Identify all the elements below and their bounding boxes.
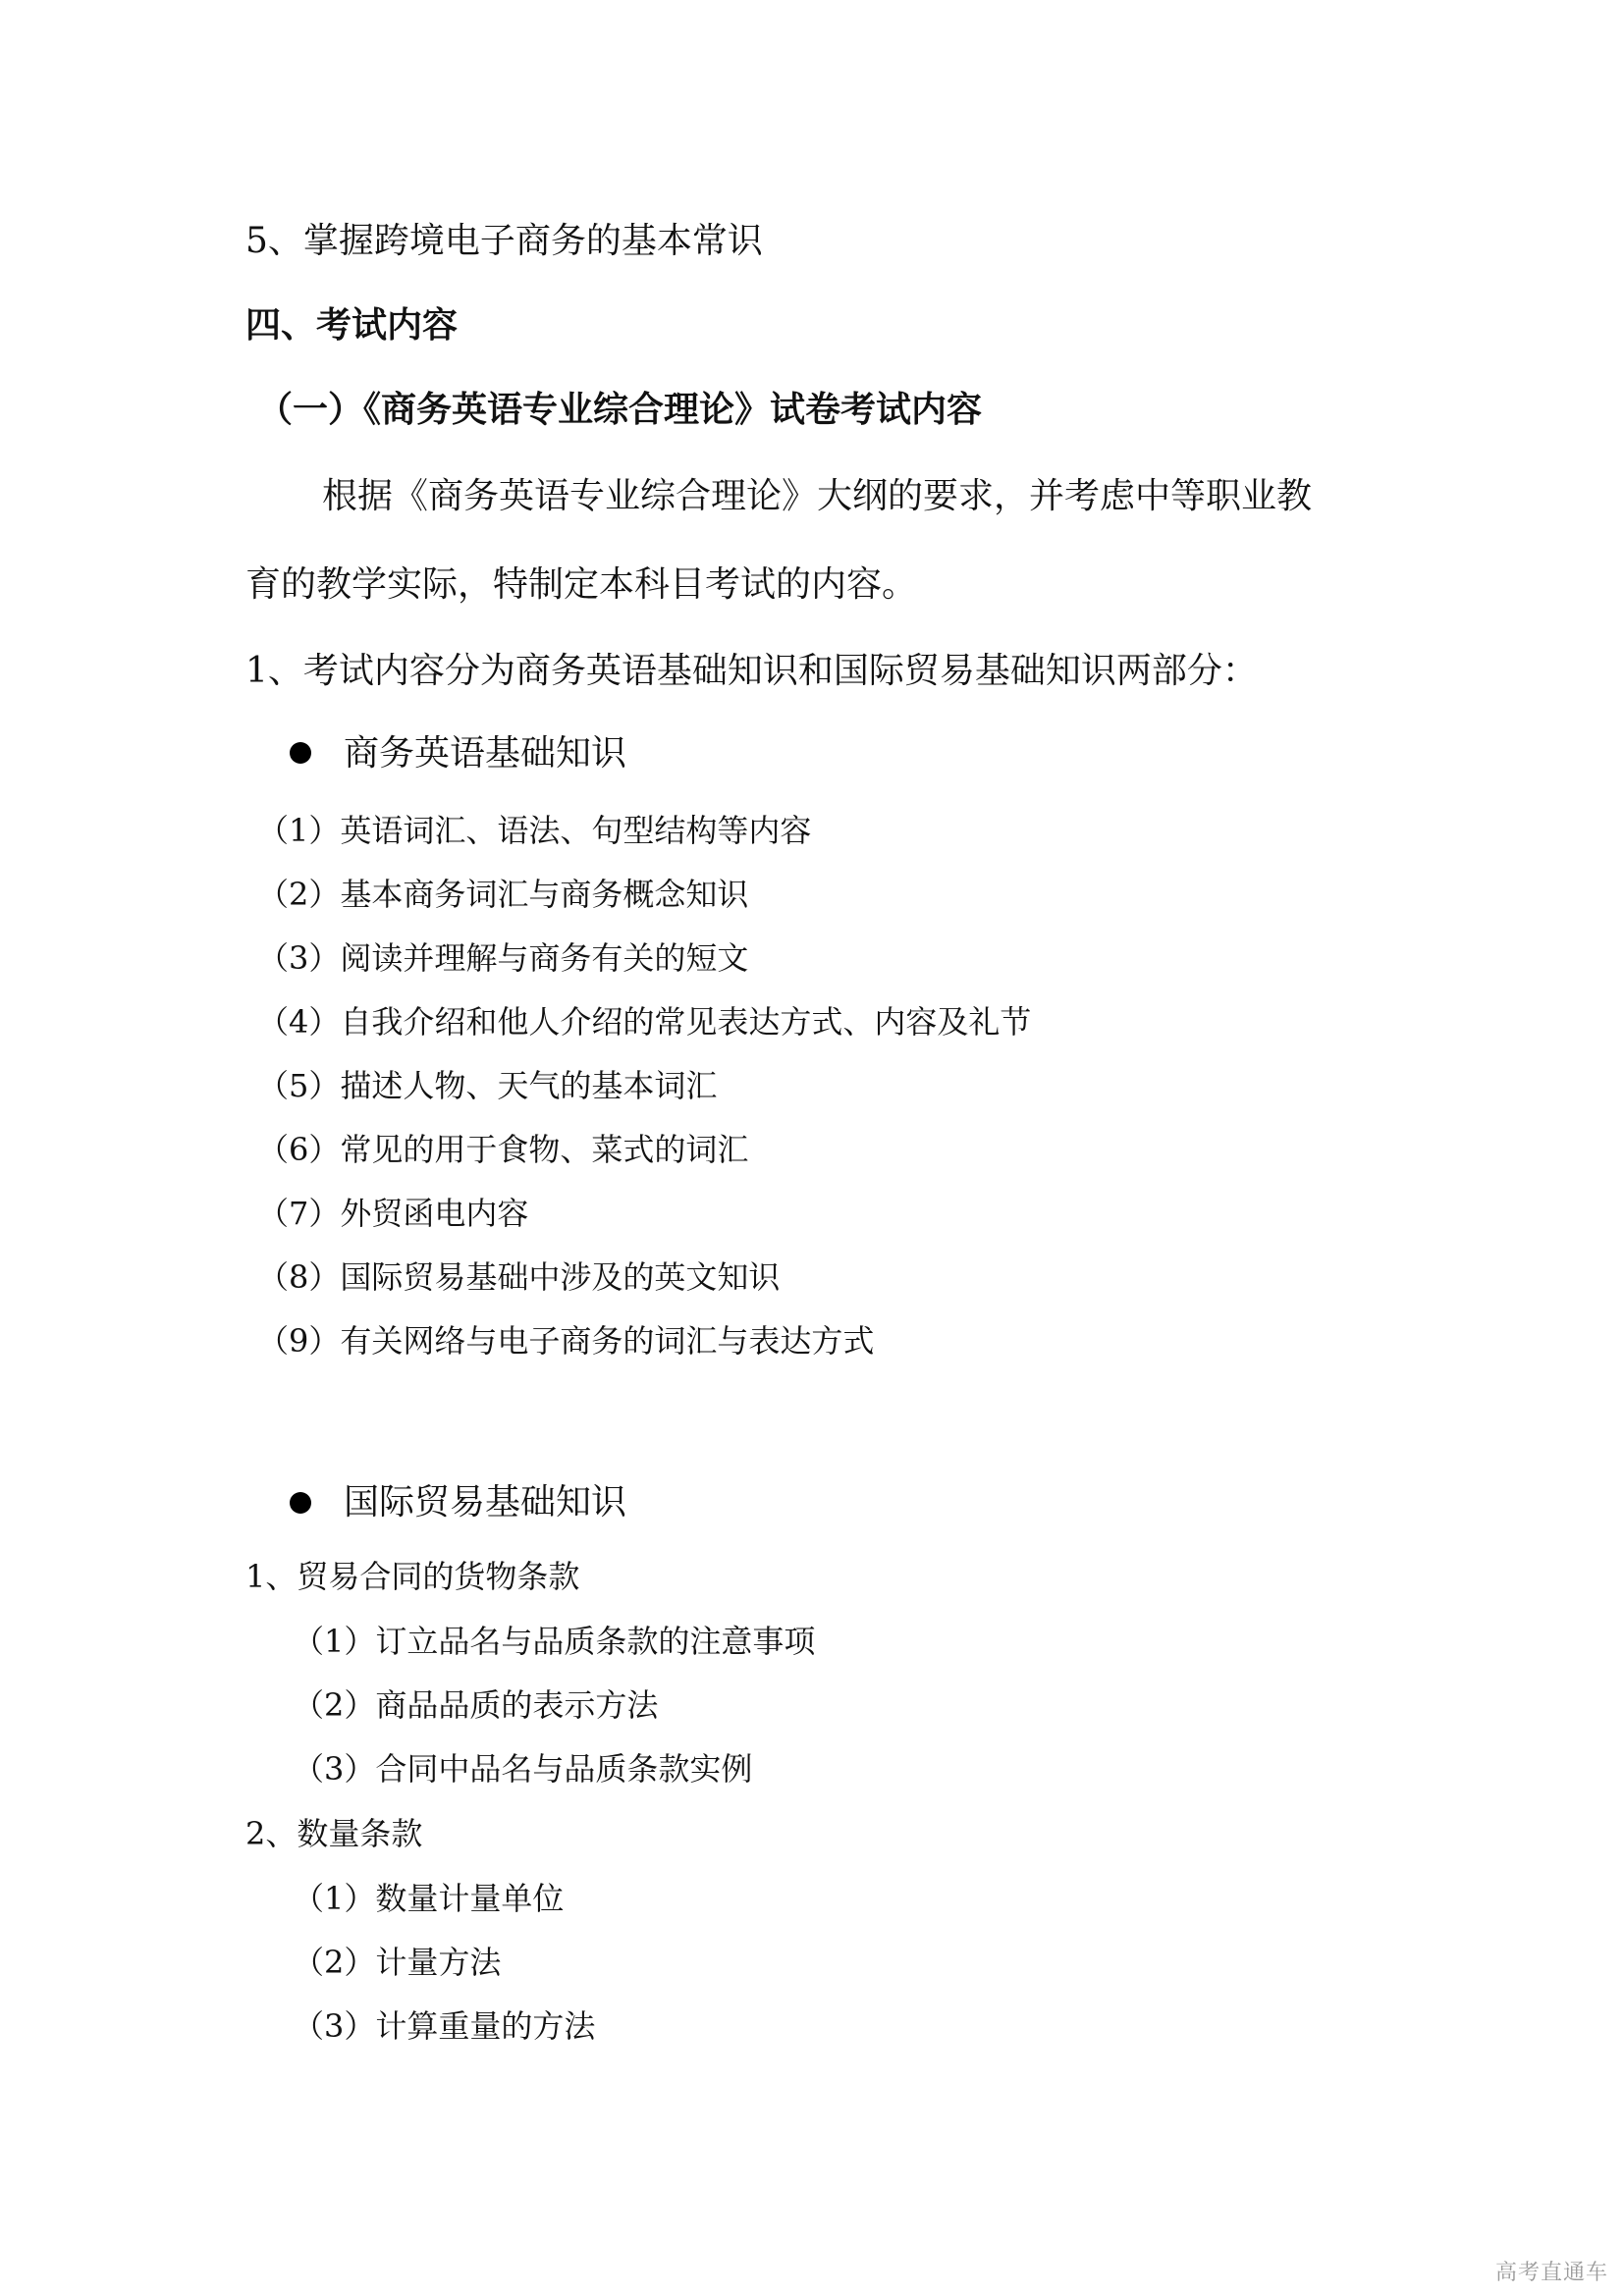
list-item: （4）自我介绍和他人介绍的常见表达方式、内容及礼节 — [257, 1003, 1032, 1041]
sub-heading-1: 1、贸易合同的货物条款 — [245, 1558, 580, 1595]
list-item: （2）基本商务词汇与商务概念知识 — [257, 876, 749, 913]
list-item: （8）国际贸易基础中涉及的英文知识 — [257, 1258, 781, 1296]
bullet-2-title: 国际贸易基础知识 — [344, 1482, 627, 1522]
sub-heading-2: 2、数量条款 — [245, 1815, 423, 1852]
intro-paragraph-line-2: 育的教学实际，特制定本科目考试的内容。 — [245, 564, 918, 605]
bullet-dot-icon — [290, 1492, 311, 1514]
list-item: （1）数量计量单位 — [293, 1880, 565, 1917]
list-item: （3）合同中品名与品质条款实例 — [293, 1750, 753, 1788]
list-item: （2）计量方法 — [293, 1944, 502, 1981]
list-item: （7）外贸函电内容 — [257, 1195, 529, 1232]
bullet-1-title: 商务英语基础知识 — [344, 733, 627, 774]
list-item: （3）计算重量的方法 — [293, 2007, 596, 2045]
section-heading: 四、考试内容 — [245, 305, 459, 346]
list-item: （5）描述人物、天气的基本词汇 — [257, 1067, 718, 1104]
list-item: （3）阅读并理解与商务有关的短文 — [257, 939, 749, 977]
bullet-dot-icon — [290, 742, 311, 764]
list-item: （6）常见的用于食物、菜式的词汇 — [257, 1131, 749, 1168]
subsection-heading: （一）《商务英语专业综合理论》试卷考试内容 — [257, 390, 983, 430]
list-item: （2）商品品质的表示方法 — [293, 1686, 659, 1724]
list-item: （1）订立品名与品质条款的注意事项 — [293, 1623, 816, 1660]
list-item: （9）有关网络与电子商务的词汇与表达方式 — [257, 1322, 875, 1360]
watermark-label: 高考直通车 — [1494, 2261, 1608, 2285]
point-1: 1、考试内容分为商务英语基础知识和国际贸易基础知识两部分： — [245, 651, 1258, 691]
top-list-item: 5、掌握跨境电子商务的基本常识 — [245, 221, 763, 261]
list-item: （1）英语词汇、语法、句型结构等内容 — [257, 812, 812, 849]
intro-paragraph-line-1: 根据《商务英语专业综合理论》大纲的要求，并考虑中等职业教 — [322, 476, 1313, 516]
